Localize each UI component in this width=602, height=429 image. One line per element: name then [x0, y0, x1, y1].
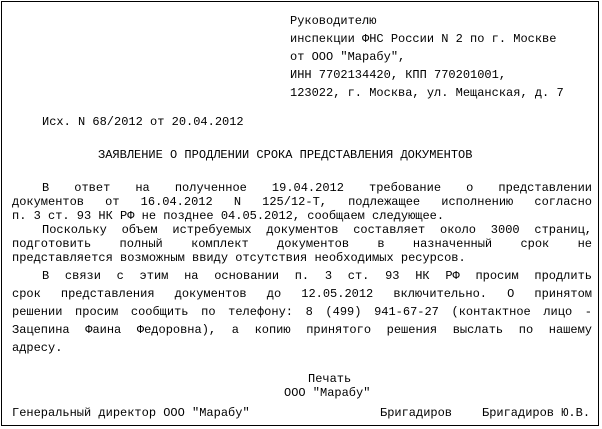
addressee-line-3: от ООО "Марабу", — [290, 50, 406, 64]
body-line: подготовить полный комплект документов в назначенный срок не — [12, 237, 592, 251]
body-line: срок представления документов до 12.05.2012 включительно. О принятом — [12, 287, 592, 301]
signature: Бригадиров — [380, 406, 453, 420]
signatory-position: Генеральный директор ООО "Марабу" — [12, 406, 250, 420]
body-line: Поскольку объем истребуемых документов составляет около 3000 страниц, — [42, 223, 592, 237]
body-line: документов от 16.04.2012 N 125/12-Т, подлежащее исполнению согласно — [12, 195, 592, 209]
body-line: адресу. — [12, 341, 63, 355]
body-line: Зацепина Фаина Федоровна), а копию принятого решения выслать по нашему — [12, 323, 592, 337]
stamp-organization: ООО "Марабу" — [284, 386, 371, 400]
stamp-label: Печать — [308, 372, 352, 386]
signatory-name: Бригадиров Ю.В. — [482, 406, 591, 420]
body-line: п. 3 ст. 93 НК РФ не позднее 04.05.2012, сообщаем следующее. — [12, 209, 445, 223]
addressee-line-2: инспекции ФНС России N 2 по г. Москве — [290, 32, 557, 46]
document-page — [1, 1, 599, 426]
body-line: В связи с этим на основании п. 3 ст. 93 НК РФ просим продлить — [42, 269, 592, 283]
body-line: В ответ на полученное 19.04.2012 требование о представлении — [42, 181, 592, 195]
outgoing-number: Исх. N 68/2012 от 20.04.2012 — [42, 115, 244, 129]
document-title: ЗАЯВЛЕНИЕ О ПРОДЛЕНИИ СРОКА ПРЕДСТАВЛЕНИЯ ДОКУМЕНТОВ — [98, 148, 473, 162]
addressee-line-4: ИНН 7702134420, КПП 770201001, — [290, 68, 507, 82]
body-line: решении просим сообщить по телефону: 8 (499) 941-67-27 (контактное лицо - — [12, 305, 592, 319]
addressee-line-1: Руководителю — [290, 14, 377, 28]
body-line: представляется возможным ввиду отсутствия необходимых ресурсов. — [12, 251, 466, 265]
addressee-line-5: 123022, г. Москва, ул. Мещанская, д. 7 — [290, 86, 564, 100]
